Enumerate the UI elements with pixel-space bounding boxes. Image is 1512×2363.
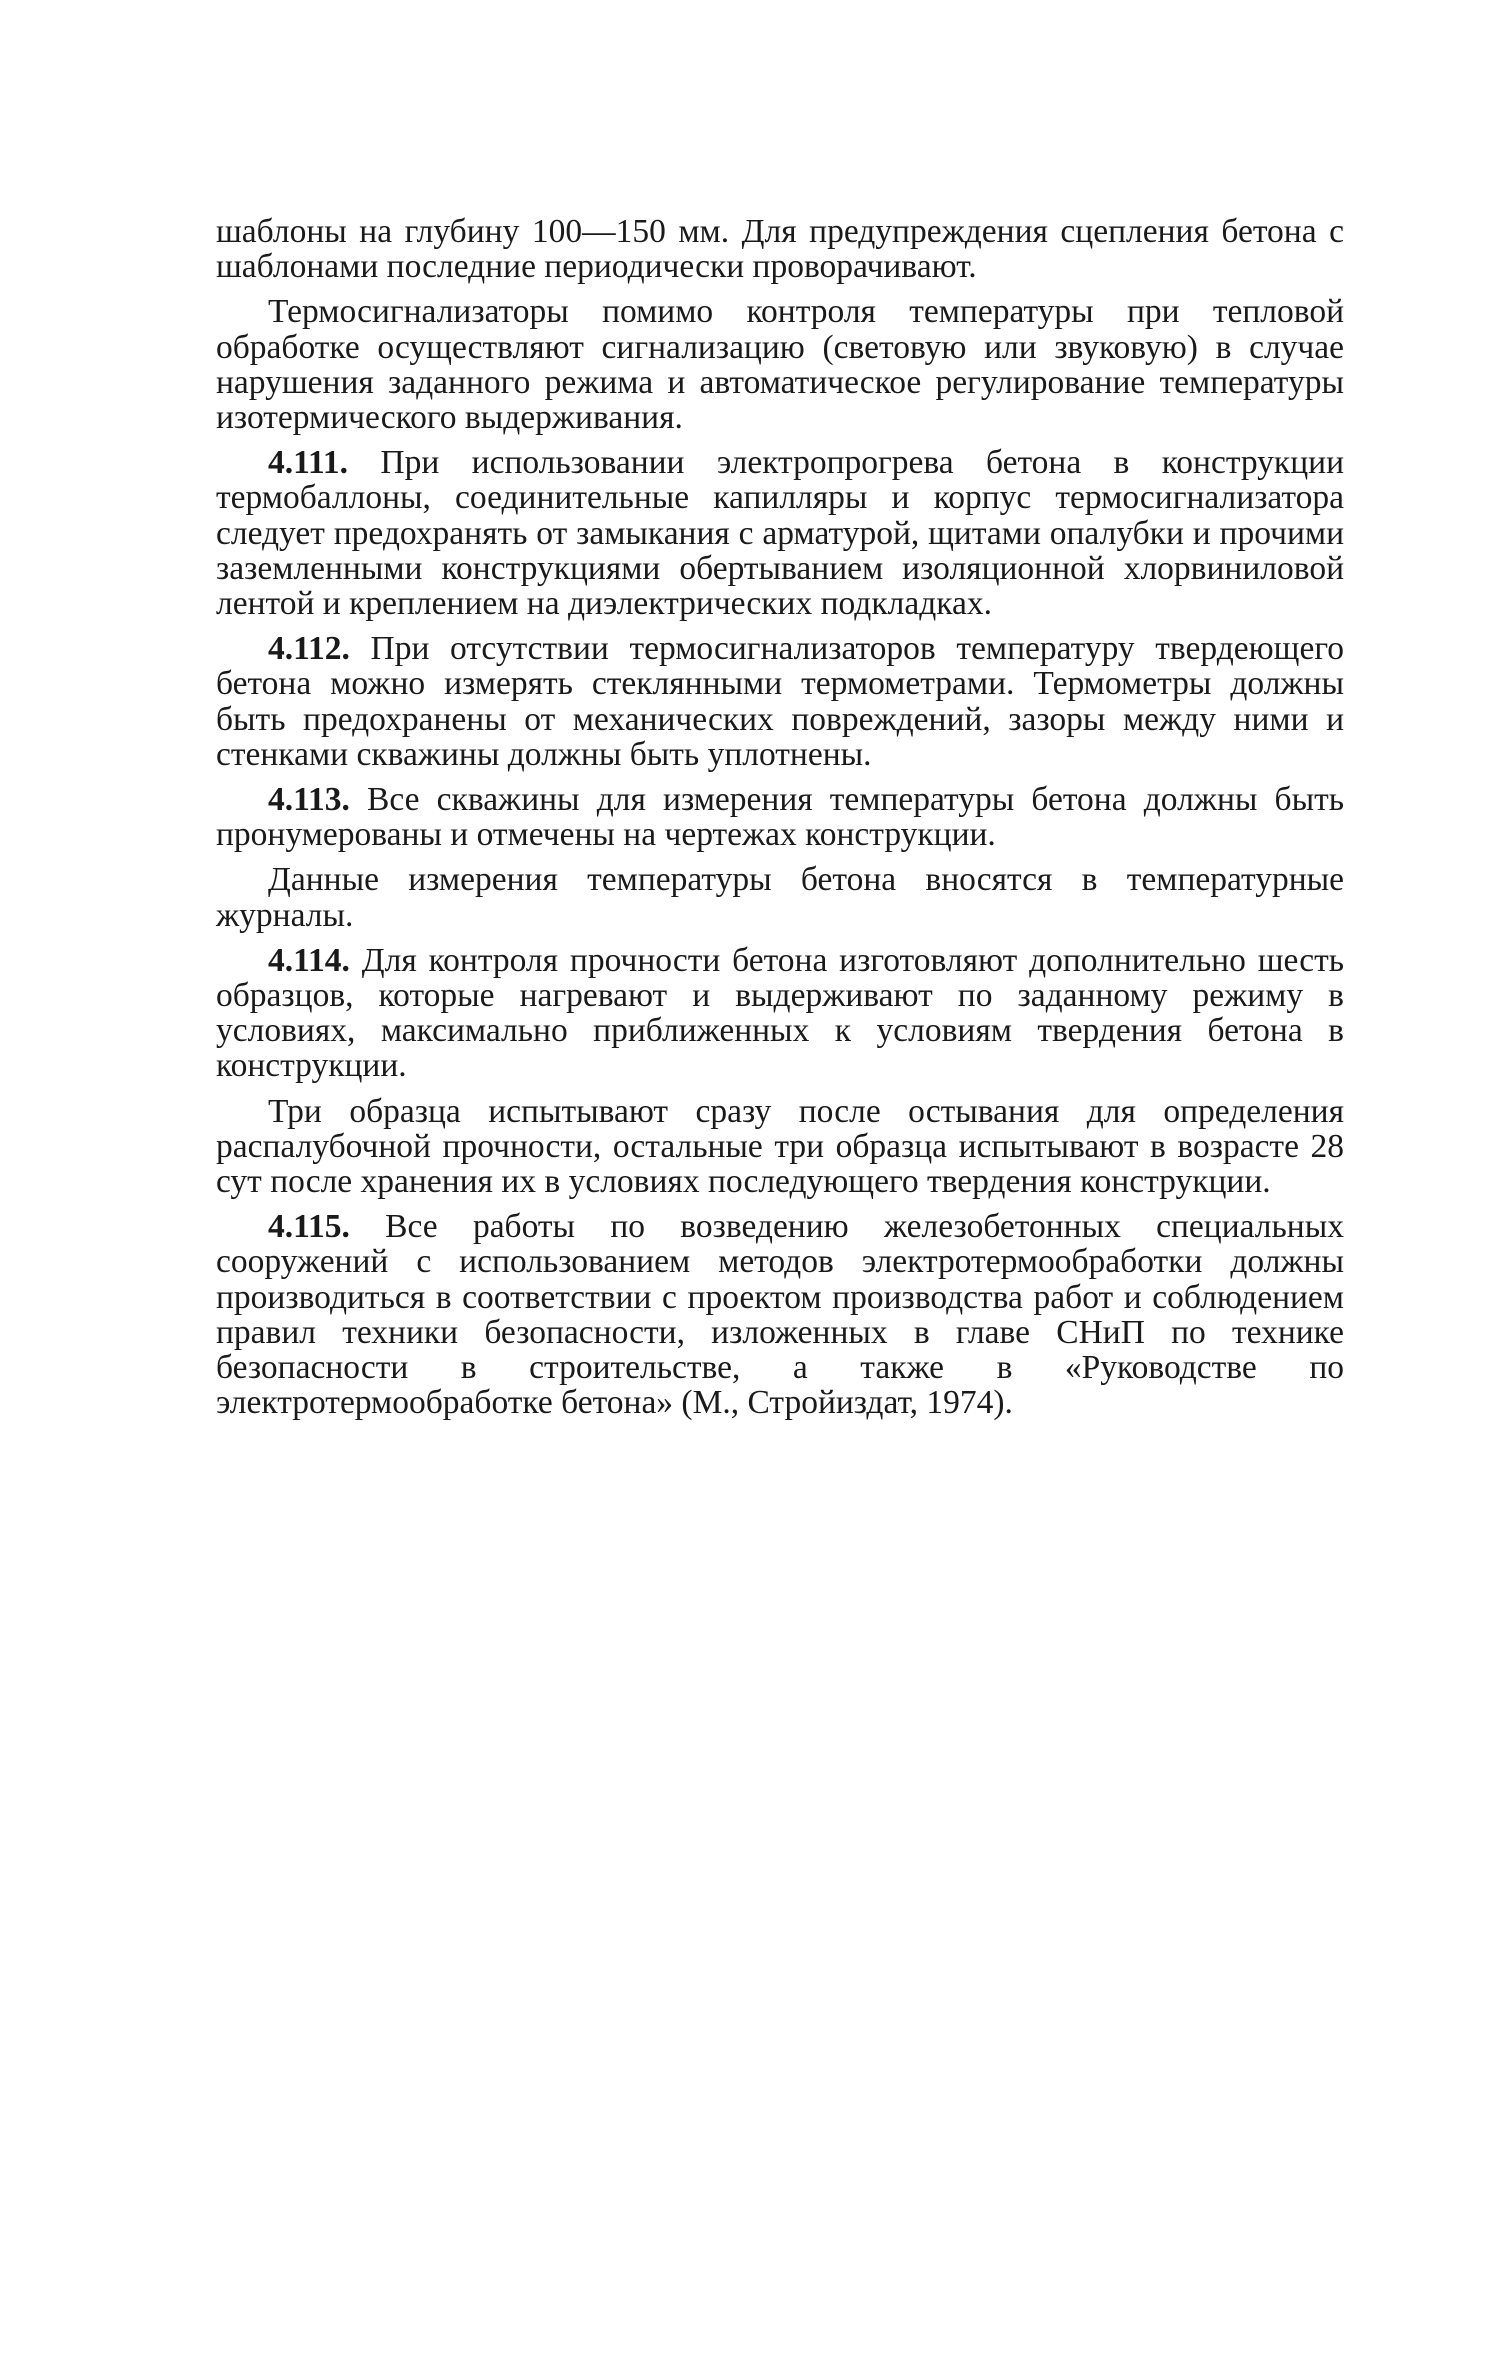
paragraph-text: При отсутствии термосигнализаторов температуру твердеющего бетона можно измерять стеклянными термометрами. Термометры должны быть предохранены от механических повреждений, зазоры между ними и стенками скважины должны быть уплотнены. <box>216 630 1344 773</box>
paragraph-number: 4.111. <box>268 444 349 482</box>
paragraph-5 <box>216 862 1344 932</box>
paragraph-number: 4.114. <box>268 941 350 979</box>
paragraph-text: Данные измерения температуры бетона вносятся в температурные журналы. <box>216 861 1344 934</box>
document-page <box>216 214 1344 1431</box>
paragraph-0 <box>216 214 1344 284</box>
paragraph-text: шаблоны на глубину 100—150 мм. Для предупреждения сцепления бетона с шаблонами последние периодически проворачивают. <box>216 213 1344 286</box>
paragraph-number: 4.112. <box>268 630 350 668</box>
paragraph-text: При использовании электропрогрева бетона в конструкции термобаллоны, соединительные капилляры и корпус термосигнализатора следует предохранять от замыкания с арматурой, щитами опалубки и прочими заземленными конструкциями обертыванием изоляционной хлорвиниловой лентой и креплением на диэлектрических подкладках. <box>216 444 1344 623</box>
paragraph-7 <box>216 1094 1344 1200</box>
paragraph-text: Все скважины для измерения температуры бетона должны быть пронумерованы и отмечены на чертежах конструкции. <box>216 781 1344 854</box>
paragraph-text: Термосигнализаторы помимо контроля температуры при тепловой обработке осуществляют сигнализацию (световую или звуковую) в случае нарушения заданного режима и автоматическое регулирование температуры изотермического выдерживания. <box>216 293 1344 437</box>
paragraph-4-114 <box>216 943 1344 1084</box>
paragraph-number: 4.113. <box>268 781 350 819</box>
paragraph-4-111 <box>216 445 1344 621</box>
paragraph-text: Для контроля прочности бетона изготовляют дополнительно шесть образцов, которые нагревают и выдерживают по заданному режиму в условиях, максимально приближенных к условиям твердения бетона в конструкции. <box>216 941 1344 1085</box>
paragraph-text: Три образца испытывают сразу после остывания для определения распалубочной прочности, остальные три образца испытывают в возрасте 28 сут после хранения их в условиях последующего твердения конструкции. <box>216 1092 1344 1201</box>
paragraph-4-115 <box>216 1209 1344 1420</box>
paragraph-text: Все работы по возведению железобетонных специальных сооружений с использованием методов электротермообработки должны производиться в соответствии с проектом производства работ и соблюдением правил техники безопасности, изложенных в главе СНиП по технике безопасности в строительстве, а также в «Руководстве по электротермообработке бетона» (М., Стройиздат, 1974). <box>216 1208 1344 1422</box>
paragraph-number: 4.115. <box>268 1208 350 1246</box>
paragraph-4-112 <box>216 631 1344 772</box>
paragraph-4-113 <box>216 782 1344 852</box>
paragraph-1 <box>216 294 1344 435</box>
